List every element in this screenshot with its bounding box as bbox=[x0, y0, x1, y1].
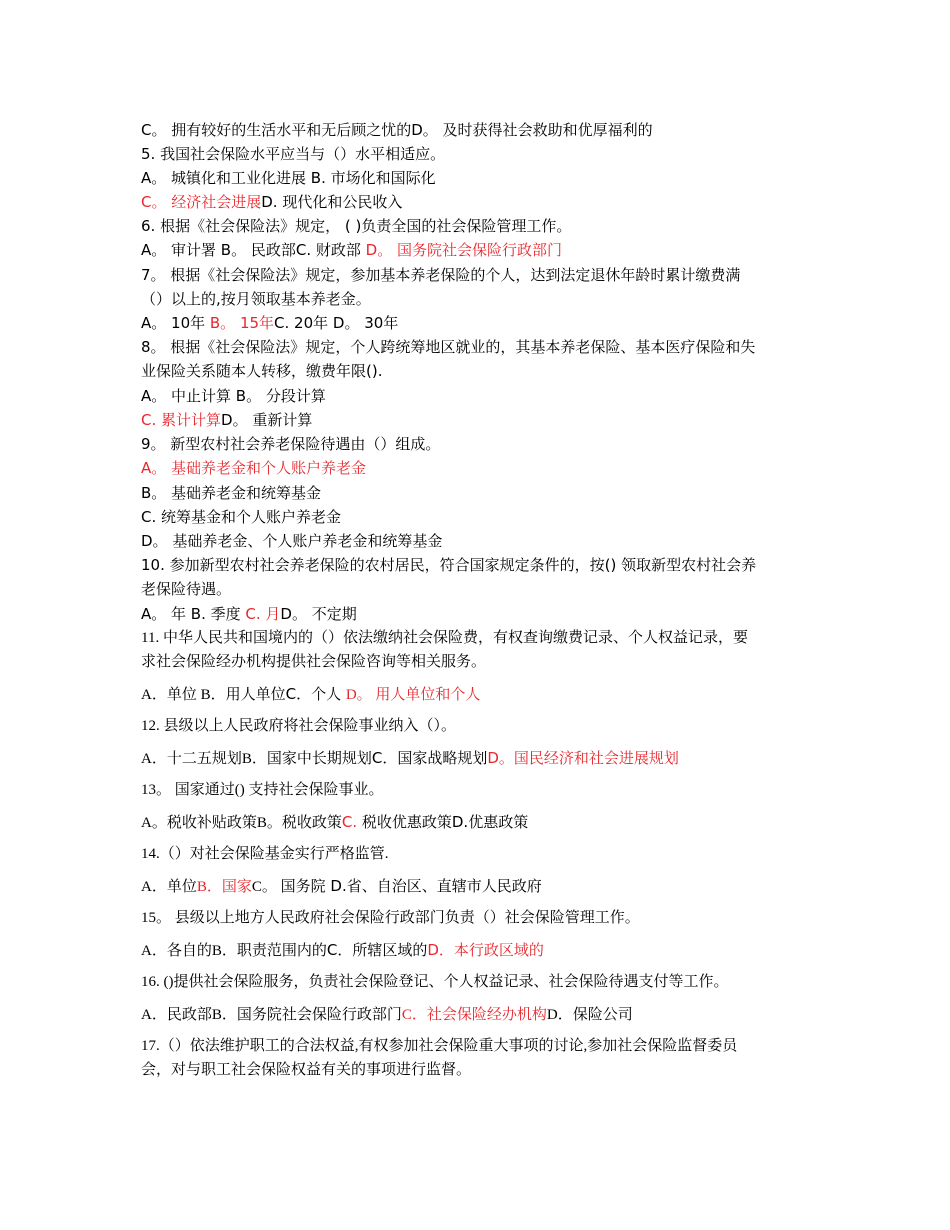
line-text: 税收政策 bbox=[281, 813, 342, 831]
line-text: 税收优惠政策D.优惠政策 bbox=[357, 813, 529, 831]
line-text: C. 20年 D。 30年 bbox=[274, 314, 399, 332]
line-text: 9。 新型农村社会养老保险待遇由（）组成。 bbox=[141, 435, 441, 453]
line-text: A。 中止计算 B。 分段计算 bbox=[141, 387, 326, 405]
text-line bbox=[141, 847, 389, 862]
text-line bbox=[141, 123, 653, 138]
line-text: D。 不定期 bbox=[280, 605, 357, 623]
answer-text: A。 基础养老金和个人账户养老金 bbox=[141, 459, 367, 477]
text-line bbox=[141, 243, 562, 258]
text-line bbox=[141, 316, 398, 331]
line-text: 16. ()提供社会保险服务，负责社会保险登记、个人权益记录、社会保险待遇支付等工作。 bbox=[141, 974, 729, 990]
line-text: D。 重新计算 bbox=[221, 411, 313, 429]
answer-text: C．社会保险经办机构 bbox=[401, 1007, 547, 1023]
text-line bbox=[141, 510, 341, 525]
line-text: C. 统筹基金和个人账户养老金 bbox=[141, 508, 342, 526]
line-text: A．各自的B． bbox=[141, 943, 237, 959]
text-line bbox=[141, 147, 445, 162]
text-line bbox=[141, 783, 384, 798]
line-text: 6. 根据《社会保险法》规定， ( )负责全国的社会保险管理工作。 bbox=[141, 217, 572, 235]
line-text: A。 10年 bbox=[141, 314, 210, 332]
text-line bbox=[141, 461, 366, 476]
text-line bbox=[141, 413, 312, 428]
text-line bbox=[141, 389, 326, 404]
line-text: 国务院 D.省、自治区、直辖市人民政府 bbox=[280, 877, 542, 895]
text-line bbox=[141, 815, 528, 831]
line-text: C。 bbox=[251, 879, 281, 895]
text-line bbox=[141, 1063, 471, 1078]
line-text: A．单位 bbox=[141, 879, 197, 895]
text-line bbox=[141, 879, 542, 895]
answer-text: C. bbox=[341, 813, 358, 831]
line-text: 12. 县级以上人民政府将社会保险事业纳入（）。 bbox=[141, 718, 457, 734]
answer-text: D。 用人单位和个人 bbox=[345, 687, 481, 703]
answer-text: D．本行政区域的 bbox=[427, 941, 544, 959]
line-text: 11. 中华人民共和国境内的（）依法缴纳社会保险费，有权查询缴费记录、个人权益记录，要 bbox=[141, 630, 748, 646]
answer-text: C。 经济社会进展 bbox=[141, 193, 262, 211]
line-text: 15。 县级以上地方人民政府社会保险行政部门负责（）社会保险管理工作。 bbox=[141, 910, 640, 926]
line-text: A．十二五规划B． bbox=[141, 751, 267, 767]
text-line bbox=[141, 607, 357, 622]
line-text: A．民政部B． bbox=[141, 1007, 237, 1023]
text-line bbox=[141, 364, 382, 379]
text-line bbox=[141, 1039, 737, 1054]
line-text: 会，对与职工社会保险权益有关的事项进行监督。 bbox=[141, 1062, 472, 1078]
text-line bbox=[141, 751, 679, 767]
text-line bbox=[141, 655, 486, 670]
line-text: 7。 根据《社会保险法》规定，参加基本养老保险的个人，达到法定退休年龄时累计缴费满 bbox=[141, 266, 741, 284]
line-text: 国家中长期规划C．国家战略规划 bbox=[266, 749, 488, 767]
text-line bbox=[141, 268, 740, 283]
line-text: B。 基础养老金和统筹基金 bbox=[141, 484, 322, 502]
text-line bbox=[141, 1007, 633, 1023]
answer-text: C. 月 bbox=[245, 605, 281, 623]
line-text: （）以上的,按月领取基本养老金。 bbox=[141, 290, 371, 308]
line-text: 国务院社会保险行政部门 bbox=[236, 1005, 402, 1023]
line-text: A．单位 B． bbox=[141, 687, 226, 703]
text-line bbox=[141, 219, 571, 234]
text-line bbox=[141, 687, 480, 703]
answer-text: B。 15年 bbox=[209, 314, 275, 332]
line-text: 5. 我国社会保险水平应当与（）水平相适应。 bbox=[141, 145, 446, 163]
answer-text: D。 国务院社会保险行政部门 bbox=[365, 241, 562, 259]
text-line bbox=[141, 171, 436, 186]
text-line bbox=[141, 292, 371, 307]
text-line bbox=[141, 975, 729, 990]
line-text: 13。 国家通过() 支持社会保险事业。 bbox=[141, 782, 384, 798]
line-text: 用人单位C．个人 bbox=[225, 685, 346, 703]
text-line bbox=[141, 943, 544, 959]
text-line bbox=[141, 582, 231, 597]
line-text: 17.（）依法维护职工的合法权益,有权参加社会保险重大事项的讨论,参加社会保险监督委员 bbox=[141, 1038, 738, 1054]
line-text: C。 拥有较好的生活水平和无后顾之忧的D。 及时获得社会救助和优厚福利的 bbox=[141, 121, 653, 139]
answer-text: C. 累计计算 bbox=[141, 411, 222, 429]
text-line bbox=[141, 631, 748, 646]
text-line bbox=[141, 534, 442, 549]
text-line bbox=[141, 195, 402, 210]
line-text: A。税收补贴政策B。 bbox=[141, 815, 282, 831]
text-line bbox=[141, 486, 321, 501]
line-text: 业保险关系随本人转移，缴费年限(). bbox=[141, 362, 383, 380]
line-text: A。 年 B. 季度 bbox=[141, 605, 246, 623]
line-text: 老保险待遇。 bbox=[141, 580, 232, 598]
answer-text: B．国家 bbox=[196, 879, 252, 895]
line-text: 求社会保险经办机构提供社会保险咨询等相关服务。 bbox=[141, 654, 487, 670]
line-text: 8。 根据《社会保险法》规定，个人跨统筹地区就业的，其基本养老保险、基本医疗保险和失 bbox=[141, 338, 756, 356]
line-text: 职责范围内的C．所辖区域的 bbox=[236, 941, 428, 959]
line-text: A。 城镇化和工业化进展 B. 市场化和国际化 bbox=[141, 169, 436, 187]
answer-text: D。国民经济和社会进展规划 bbox=[487, 749, 679, 767]
line-text: D。 基础养老金、个人账户养老金和统筹基金 bbox=[141, 532, 443, 550]
line-text: 14.（）对社会保险基金实行严格监管. bbox=[141, 846, 389, 862]
line-text: 10. 参加新型农村社会养老保险的农村居民，符合国家规定条件的，按() 领取新型农村社会养 bbox=[141, 556, 757, 574]
text-line bbox=[141, 911, 640, 926]
text-line bbox=[141, 340, 755, 355]
line-text: D．保险公司 bbox=[546, 1007, 633, 1023]
line-text: A。 审计署 B。 民政部C. 财政部 bbox=[141, 241, 366, 259]
line-text: D. 现代化和公民收入 bbox=[261, 193, 403, 211]
text-line bbox=[141, 437, 440, 452]
text-line bbox=[141, 558, 756, 573]
text-line bbox=[141, 719, 456, 734]
